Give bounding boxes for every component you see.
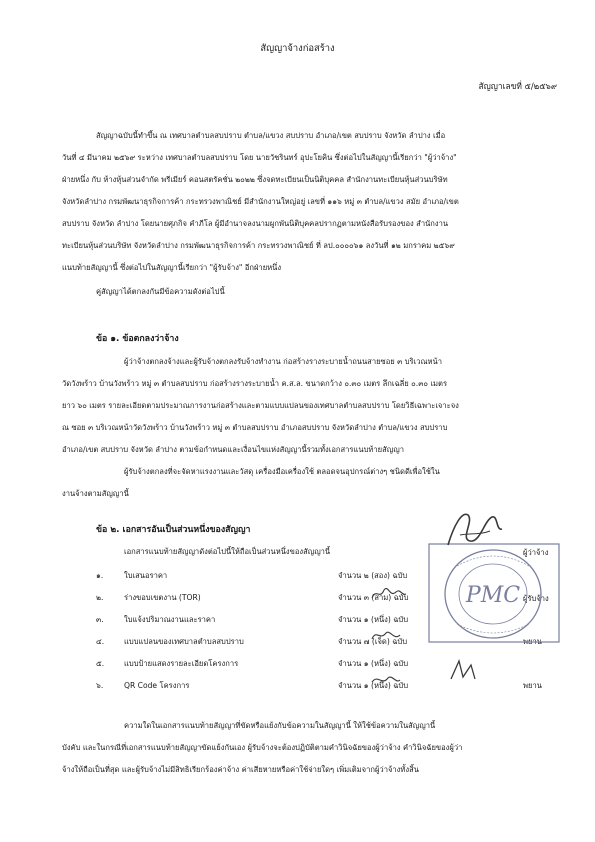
attachment-qty: จำนวน ๑ (หนึ่ง) ฉบับ: [338, 615, 409, 624]
document-title: สัญญาจ้างก่อสร้าง: [260, 43, 335, 54]
clause-2-closing-line: ความใดในเอกสารแนบท้ายสัญญาที่ขัดหรือแย้งกับข้อความในสัญญานี้ ให้ใช้ข้อความในสัญญานี้: [124, 721, 436, 730]
intro-line-4: จังหวัดลำปาง กรมพัฒนาธุรกิจการค้า กระทรวงพาณิชย์ มีสำนักงานใหญ่อยู่ เลขที่ ๑๑๖ หมู่ ๓ ตำบล/แขวง สมัย อำเภอ/เขต: [62, 197, 459, 206]
witness-signature: [445, 655, 485, 685]
intro-line-3: ฝ่ายหนึ่ง กับ ห้างหุ้นส่วนจำกัด พรีเมียร์ คอนสตรัคชั่น ๒๐๒๒ ซึ่งจดทะเบียนเป็นนิติบุคคล สำนักงานทะเบียนหุ้นส่วนบริษัท: [62, 175, 448, 184]
clause-1-line: อำเภอ/เขต สบปราบ จังหวัด ลำปาง ตามข้อกำหนดและเงื่อนไขแห่งสัญญานี้รวมทั้งเอกสารแนบท้ายสัญญา: [62, 445, 404, 454]
attachment-no: ๓.: [96, 615, 104, 624]
employer-margin-label: ผู้ว่าจ้าง: [523, 548, 549, 557]
clause-2-heading: ข้อ ๒. เอกสารอันเป็นส่วนหนึ่งของสัญญา: [96, 525, 251, 535]
clause-1-line: ผู้รับจ้างตกลงที่จะจัดหาแรงงานและวัสดุ เครื่องมือเครื่องใช้ ตลอดจนอุปกรณ์ต่างๆ ชนิดดีเพื่อใช้ใน: [124, 467, 440, 476]
attachment-name: แบบแปลนของเทศบาลตำบลสบปราบ: [124, 637, 244, 646]
attachment-qty: จำนวน ๓ (สาม) ฉบับ: [338, 593, 409, 602]
contractor-margin-label: ผู้รับจ้าง: [523, 594, 549, 603]
attachment-qty: จำนวน ๗ (เจ็ด) ฉบับ: [338, 637, 408, 646]
clause-2-closing-line: จ้างให้ถือเป็นที่สุด และผู้รับจ้างไม่มีสิทธิเรียกร้องค่าจ้าง ค่าเสียหายหรือค่าใช้จ่ายใดๆ เพิ่มเติมจากผู้ว่าจ้างทั้งสิ้น: [62, 765, 419, 774]
attachment-name: ร่างขอบเขตงาน (TOR): [124, 593, 201, 602]
witness-margin-label: พยาน: [523, 637, 542, 646]
attachment-no: ๖.: [96, 681, 104, 690]
attachment-qty: จำนวน ๒ (สอง) ฉบับ: [338, 571, 408, 580]
clause-2-lead: เอกสารแนบท้ายสัญญาดังต่อไปนี้ให้ถือเป็นส่วนหนึ่งของสัญญานี้: [124, 547, 331, 556]
attachment-name: แบบป้ายแสดงรายละเอียดโครงการ: [124, 659, 239, 668]
clause-1-line: วัดวังพร้าว บ้านวังพร้าว หมู่ ๓ ตำบลสบปราบ ก่อสร้างรางระบายน้ำ ค.ส.ล. ขนาดกว้าง ๐.๓๐ เมตร ลึกเฉลี่ย ๐.๓๐ เมตร: [62, 379, 448, 388]
intro-line-2: วันที่ ๔ มีนาคม ๒๕๖๙ ระหว่าง เทศบาลตำบลสบปราบ โดย นายวัชรินทร์ อุปะโยคิน ซึ่งต่อไปในสัญญานี้เรียกว่า "ผู้ว่าจ้าง": [62, 153, 457, 162]
contract-number: สัญญาเลขที่ ๕/๒๕๖๙: [478, 81, 557, 91]
attachment-no: ๔.: [96, 637, 105, 646]
employer-signature: [440, 505, 510, 555]
witness-initials: [368, 582, 408, 606]
clause-2-closing-line: บังคับ และในกรณีที่เอกสารแนบท้ายสัญญาขัดแย้งกันเอง ผู้รับจ้างจะต้องปฏิบัติตามคำวินิจฉัยของผู้ว่าจ้าง คำวินิจฉัยของผู้ว่า: [62, 743, 463, 752]
attachment-row: [0, 682, 595, 694]
attachment-no: ๒.: [96, 593, 104, 602]
clause-1-heading: ข้อ ๑. ข้อตกลงว่าจ้าง: [96, 334, 179, 344]
stamp-graphic: [395, 540, 565, 648]
attachment-qty: จำนวน ๑ (หนึ่ง) ฉบับ: [338, 681, 409, 690]
intro-line-6: ทะเบียนหุ้นส่วนบริษัท จังหวัดลำปาง กรมพัฒนาธุรกิจการค้า กระทรวงพาณิชย์ ที่ ลป.๐๐๐๐๖๑ ลงวันที่ ๑๒ มกราคม ๒๕๖๙: [62, 241, 455, 250]
stamp-letters: PMC: [465, 583, 521, 608]
intro-line-1: สัญญาฉบับนี้ทำขึ้น ณ เทศบาลตำบลสบปราบ ตำบล/แขวง สบปราบ อำเภอ/เขต สบปราบ จังหวัด ลำปาง เมื่อ: [96, 131, 446, 140]
clause-1-line: ผู้ว่าจ้างตกลงจ้างและผู้รับจ้างตกลงรับจ้างทำงาน ก่อสร้างรางระบายน้ำถนนสายซอย ๓ บริเวณหน้า: [124, 357, 442, 366]
intro-line-5: สบปราบ จังหวัด ลำปาง โดยนายศุภกิจ คำภีโล ผู้มีอำนาจลงนามผูกพันนิติบุคคลปรากฏตามหนังสือรับรองของ สำนักงาน: [62, 219, 449, 228]
clause-1-line: งานจ้างตามสัญญานี้: [62, 489, 129, 498]
attachment-qty: จำนวน ๑ (หนึ่ง) ฉบับ: [338, 659, 409, 668]
attachment-name: ใบแจ้งปริมาณงานและราคา: [124, 615, 216, 624]
witness-initials: [368, 670, 404, 692]
witness-margin-label: พยาน: [523, 681, 542, 690]
intro-line-7: แนบท้ายสัญญานี้ ซึ่งต่อไปในสัญญานี้เรียกว่า "ผู้รับจ้าง" อีกฝ่ายหนึ่ง: [62, 263, 282, 272]
company-stamp: [395, 540, 565, 648]
clause-1-line: ณ ซอย ๓ บริเวณหน้าวัดวังพร้าว บ้านวังพร้าว หมู่ ๓ ตำบลสบปราบ อำเภอสบปราบ จังหวัดลำปาง ตำบล/แขวง สบปราบ: [62, 423, 448, 432]
attachment-name: ใบเสนอราคา: [124, 571, 168, 580]
attachment-no: ๕.: [96, 659, 105, 668]
attachment-name: QR Code โครงการ: [124, 681, 190, 690]
clause-1-line: ยาว ๖๐ เมตร รายละเอียดตามประมาณการงานก่อสร้างและตามแบบแปลนของเทศบาลตำบลสบปราบ โดยวิธีเฉพาะเจาะจง: [62, 401, 459, 410]
attachment-no: ๑.: [96, 571, 104, 580]
intro-agreement-line: คู่สัญญาได้ตกลงกันมีข้อความดังต่อไปนี้: [96, 287, 225, 296]
attachment-row: [0, 660, 595, 672]
witness-initials: [368, 625, 404, 647]
